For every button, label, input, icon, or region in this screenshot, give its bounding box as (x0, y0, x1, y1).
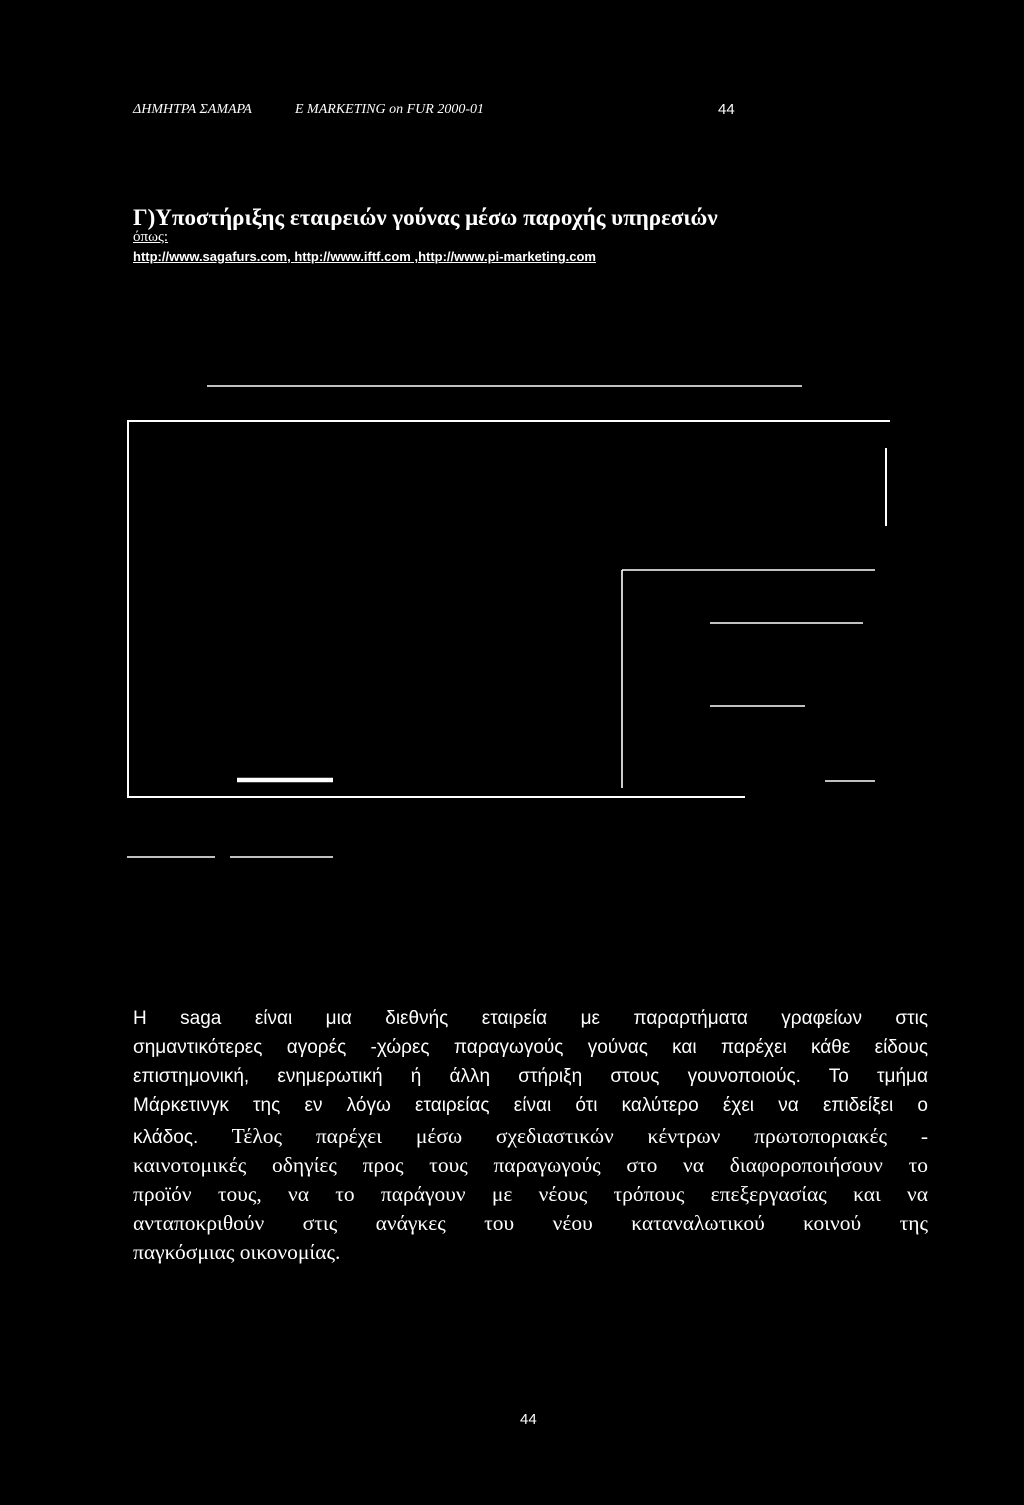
paragraph-line: Η saga είναι μια διεθνής εταιρεία με παραρτήματα γραφείων στις (133, 1008, 928, 1029)
body-paragraph (133, 1008, 928, 1269)
link-sagafurs[interactable]: http://www.sagafurs.com (133, 249, 288, 264)
section-heading: Γ)Υποστήριξης εταιρειών γούνας μέσω παροχής υπηρεσιών (133, 205, 718, 230)
paragraph-line: Μάρκετινγκ της εν λόγω εταιρείας είναι ότι καλύτερο έχει να επιδείξει ο (133, 1095, 928, 1116)
link-separator: , (287, 249, 295, 264)
examples-label: όπως: (133, 229, 169, 245)
link-pi-marketing[interactable]: http://www.pi-marketing.com (418, 249, 596, 264)
paragraph-line (133, 1124, 928, 1153)
paragraph-line: προϊόν τους, να το παράγουν με νέους τρόπους επεξεργασίας και να (133, 1182, 928, 1206)
link-iftf[interactable]: http://www.iftf.com (294, 249, 411, 264)
links-line (133, 249, 596, 265)
paragraph-line: σημαντικότερες αγορές -χώρες παραγωγούς γούνας και παρέχει κάθε είδους (133, 1037, 928, 1058)
paragraph-line: ανταποκριθούν στις ανάγκες του νέου καταναλωτικού κοινού της (133, 1211, 928, 1235)
header-author: ΔΗΜΗΤΡΑ ΣΑΜΑΡΑ (133, 102, 252, 117)
footer-page-number: 44 (520, 1411, 537, 1428)
paragraph-line: καινοτομικές οδηγίες προς τους παραγωγούς στο να διαφοροποιήσουν το (133, 1153, 928, 1177)
link-separator: , (410, 249, 419, 264)
paragraph-line: επιστημονική, ενημερωτική ή άλλη στήριξη στους γουνοποιούς. Το τμήμα (133, 1066, 928, 1087)
header-title: E MARKETING on FUR 2000-01 (295, 102, 484, 117)
paragraph-last-line: παγκόσμιας οικονομίας. (133, 1240, 341, 1264)
paragraph-line-rest: Τέλος παρέχει μέσω σχεδιαστικών κέντρων πρωτοποριακές - (231, 1124, 928, 1148)
paragraph-line-lead: κλάδος. (133, 1127, 199, 1148)
header-page-number: 44 (718, 101, 735, 118)
